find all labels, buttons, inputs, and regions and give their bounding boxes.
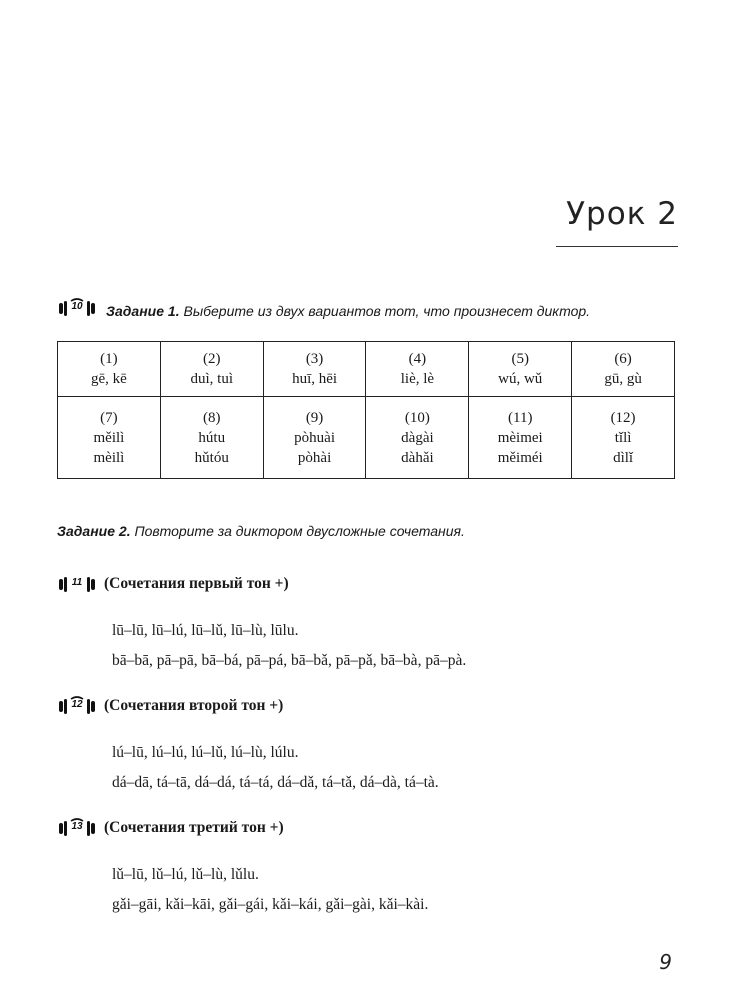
option-cell-6[interactable]: [572, 342, 675, 397]
table-row: [58, 397, 675, 479]
group-title-second-tone: (Сочетания второй тон +): [104, 697, 284, 714]
option-number: (6): [614, 351, 632, 367]
task-2-text: Повторите за диктором двусложные сочетания.: [134, 523, 465, 539]
option-number: (4): [408, 351, 427, 367]
option-variant: hútu: [198, 429, 226, 446]
option-cell-3[interactable]: [263, 342, 366, 397]
option-cell-1[interactable]: [58, 342, 161, 397]
task-1-text: Выберите из двух вариантов тот, что произнесет диктор.: [183, 303, 591, 319]
option-number: (12): [610, 409, 636, 426]
option-variant: mèilì: [93, 449, 125, 466]
option-variant: huī, hēi: [292, 371, 338, 387]
option-cell-10[interactable]: [366, 397, 469, 479]
option-cell-5[interactable]: [469, 342, 572, 397]
option-variant: duì, tuì: [190, 371, 233, 387]
task-1-instruction: [106, 303, 590, 319]
group-title-first-tone: (Сочетания первый тон +): [104, 575, 289, 592]
task-2-instruction: [57, 523, 465, 539]
option-cell-12[interactable]: [572, 397, 675, 479]
lesson-title: Урок 2: [566, 196, 678, 232]
option-number: (2): [202, 351, 221, 367]
audio-track-10-icon[interactable]: [58, 298, 96, 318]
option-cell-4[interactable]: [366, 342, 469, 397]
audio-track-11-icon[interactable]: [58, 574, 96, 594]
option-variant: dàgài: [401, 429, 434, 446]
syllables-line: dá–dā, tá–tā, dá–dá, tá–tá, dá–dǎ, tá–tǎ, dá–dà, tá–tà.: [112, 774, 439, 791]
option-variant: tǐlì: [614, 429, 632, 446]
task-2-label: Задание 2.: [57, 523, 131, 539]
audio-track-13-icon[interactable]: [58, 818, 96, 838]
option-variant: mèimei: [497, 429, 543, 446]
audio-track-number: 11: [71, 577, 83, 588]
option-variant: gū, gù: [604, 371, 642, 387]
group-title-third-tone: (Сочетания третий тон +): [104, 819, 284, 836]
option-number: (7): [100, 409, 118, 426]
option-number: (8): [202, 409, 221, 426]
syllables-line: gǎi–gāi, kǎi–kāi, gǎi–gái, kǎi–kái, gǎi–gài, kǎi–kài.: [112, 896, 429, 913]
option-variant: měiméi: [497, 449, 543, 466]
audio-track-number: 13: [71, 821, 83, 832]
option-number: (5): [511, 351, 529, 367]
audio-track-12-icon[interactable]: [58, 696, 96, 716]
option-variant: pòhài: [297, 449, 332, 466]
syllables-line: lú–lū, lú–lú, lú–lǔ, lú–lù, lúlu.: [112, 744, 299, 761]
option-number: (9): [305, 409, 324, 426]
option-variant: pòhuài: [294, 429, 335, 446]
option-variant: měilì: [93, 429, 125, 446]
option-variant: dàhǎi: [401, 449, 434, 466]
option-number: (1): [100, 351, 118, 367]
option-variant: wú, wǔ: [498, 371, 543, 387]
option-cell-8[interactable]: [160, 397, 263, 479]
syllables-line: bā–bā, pā–pā, bā–bá, pā–pá, bā–bǎ, pā–pǎ, bā–bà, pā–pà.: [112, 652, 467, 669]
option-cell-11[interactable]: [469, 397, 572, 479]
option-variant: gē, kē: [91, 371, 127, 387]
task-1-label: Задание 1.: [106, 303, 180, 319]
syllables-line: lū–lū, lū–lú, lū–lǔ, lū–lù, lūlu.: [112, 622, 299, 639]
option-number: (11): [508, 409, 533, 426]
syllables-line: lǔ–lū, lǔ–lú, lǔ–lù, lǔlu.: [112, 866, 259, 883]
option-cell-9[interactable]: [263, 397, 366, 479]
option-number: (3): [305, 351, 324, 367]
option-cell-7[interactable]: [58, 397, 161, 479]
option-variant: liè, lè: [400, 371, 435, 387]
table-row: [58, 342, 675, 397]
audio-track-number: 10: [71, 301, 83, 312]
page-number: 9: [659, 950, 672, 974]
lesson-title-underline: [556, 246, 678, 247]
option-cell-2[interactable]: [160, 342, 263, 397]
option-variant: hǔtóu: [194, 449, 229, 466]
option-number: (10): [404, 409, 430, 426]
option-variant: dìlǐ: [613, 449, 634, 466]
task-1-options-table: [57, 341, 675, 479]
audio-track-number: 12: [71, 699, 83, 710]
